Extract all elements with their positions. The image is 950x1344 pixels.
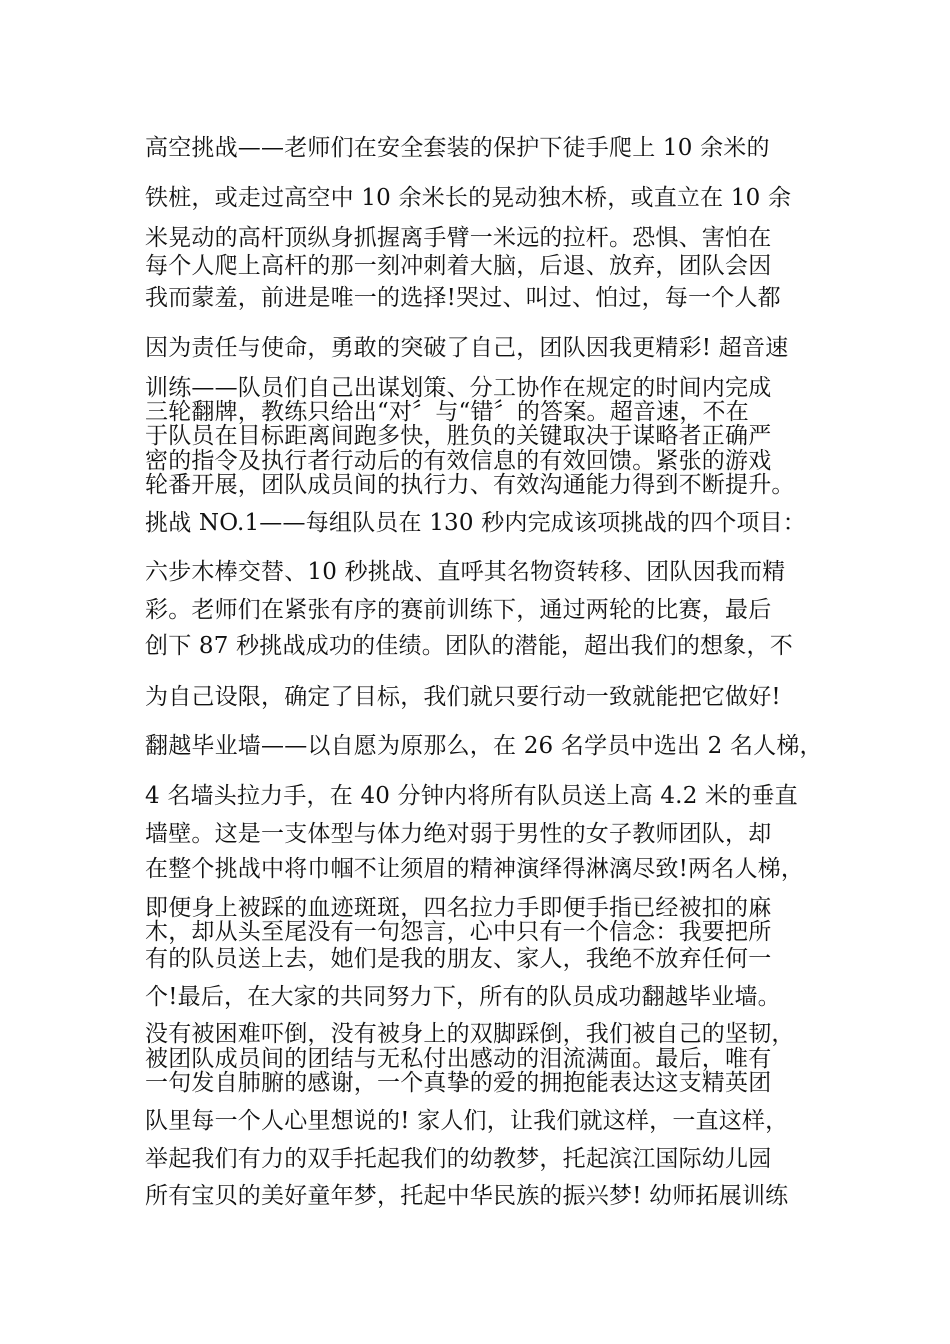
text-line: 因为责任与使命，勇敢的突破了自己，团队因我更精彩! 超音速 (145, 335, 789, 361)
text-line: 密的指令及执行者行动后的有效信息的有效回馈。紧张的游戏 (145, 448, 772, 474)
text-line: 所有宝贝的美好童年梦，托起中华民族的振兴梦! 幼师拓展训练 (145, 1183, 789, 1209)
text-line: 队里每一个人心里想说的! 家人们，让我们就这样，一直这样， (145, 1108, 789, 1134)
text-line: 墙壁。这是一支体型与体力绝对弱于男性的女子教师团队，却 (145, 821, 772, 847)
text-line: 翻越毕业墙——以自愿为原那么，在 26 名学员中选出 2 名人梯， (145, 733, 823, 759)
text-line: 轮番开展，团队成员间的执行力、有效沟通能力得到不断提升。 (145, 472, 795, 498)
text-line: 有的队员送上去，她们是我的朋友、家人，我绝不放弃任何一 (145, 946, 772, 972)
text-line: 于队员在目标距离间跑多快，胜负的关键取决于谋略者正确严 (145, 423, 772, 449)
text-line: 米晃动的高杆顶纵身抓握离手臂一米远的拉杆。恐惧、害怕在 (145, 225, 772, 251)
text-line: 训练——队员们自己出谋划策、分工协作在规定的时间内完成 (145, 375, 772, 401)
text-line: 铁桩，或走过高空中 10 余米长的晃动独木桥，或直立在 10 余 (145, 185, 792, 211)
text-line: 每个人爬上高杆的那一刻冲刺着大脑，后退、放弃，团队会因 (145, 253, 772, 279)
text-line: 个!最后，在大家的共同努力下，所有的队员成功翻越毕业墙。 (145, 984, 781, 1010)
text-line: 挑战 NO.1——每组队员在 130 秒内完成该项挑战的四个项目： (145, 510, 807, 536)
text-line: 我而蒙羞，前进是唯一的选择!哭过、叫过、怕过，每一个人都 (145, 285, 781, 311)
text-line: 举起我们有力的双手托起我们的幼教梦，托起滨江国际幼儿园 (145, 1146, 772, 1172)
text-line: 六步木棒交替、10 秒挑战、直呼其名物资转移、团队因我而精 (145, 559, 786, 585)
text-line: 创下 87 秒挑战成功的佳绩。团队的潜能，超出我们的想象，不 (145, 633, 793, 659)
text-line: 没有被困难吓倒，没有被身上的双脚踩倒，我们被自己的坚韧， (145, 1021, 795, 1047)
text-line: 彩。老师们在紧张有序的赛前训练下，通过两轮的比赛，最后 (145, 597, 772, 623)
text-line: 即便身上被踩的血迹斑斑，四名拉力手即便手指已经被扣的麻 (145, 895, 772, 921)
text-line: 木，却从头至尾没有一句怨言，心中只有一个信念：我要把所 (145, 919, 772, 945)
text-line: 4 名墙头拉力手，在 40 分钟内将所有队员送上高 4.2 米的垂直 (145, 783, 798, 809)
text-line: 三轮翻牌，教练只给出“对〞与“错〞的答案。超音速，不在 (145, 399, 749, 425)
text-line: 被团队成员间的团结与无私付出感动的泪流满面。最后，唯有 (145, 1046, 772, 1072)
text-line: 为自己设限，确定了目标，我们就只要行动一致就能把它做好! (145, 684, 781, 710)
text-line: 在整个挑战中将巾帼不让须眉的精神演绎得淋漓尽致!两名人梯， (145, 856, 805, 882)
text-line: 一句发自肺腑的感谢，一个真挚的爱的拥抱能表达这支精英团 (145, 1070, 772, 1096)
text-line: 高空挑战——老师们在安全套装的保护下徒手爬上 10 余米的 (145, 135, 770, 161)
